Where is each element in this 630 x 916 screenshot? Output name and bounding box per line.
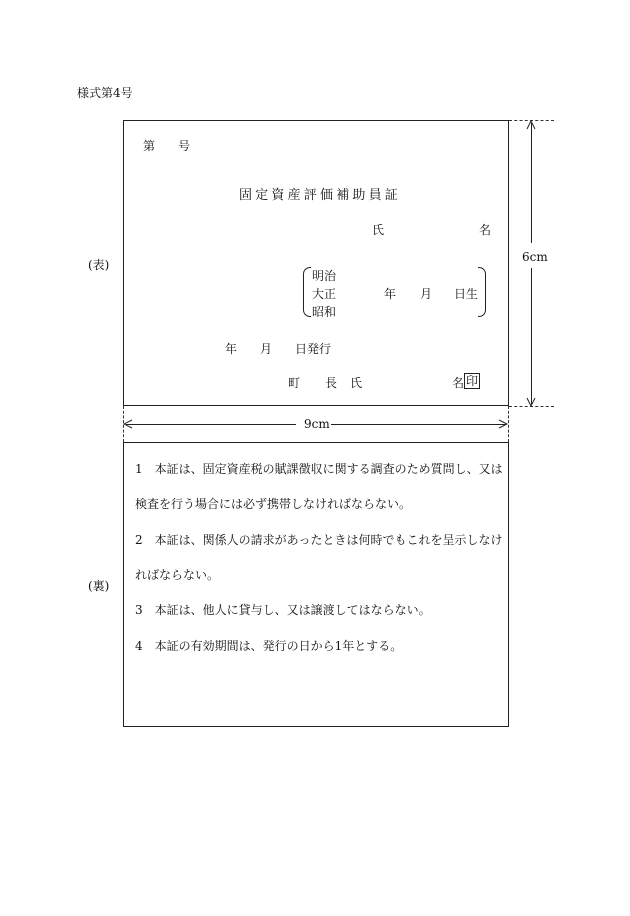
front-side-label: (表): [88, 258, 110, 272]
form-number: 様式第4号: [77, 86, 133, 100]
back-side-label: (裏): [88, 579, 110, 593]
height-arrow-lower: [531, 268, 532, 404]
height-guide-top: [509, 120, 554, 121]
number-suffix: 号: [178, 139, 191, 153]
issue-month-label: 月: [260, 342, 273, 356]
width-dimension: 9cm: [304, 417, 330, 431]
width-guide-left: [123, 406, 124, 442]
name-label-2: 名: [479, 223, 492, 237]
seal-stamp: 印: [465, 374, 478, 388]
width-arrow-right: [331, 424, 506, 425]
birth-month-label: 月: [420, 287, 433, 301]
issuer-honorific: 氏: [350, 376, 363, 390]
birth-day-label: 日生: [454, 287, 479, 301]
height-dimension: 6cm: [522, 250, 548, 264]
era-left-bracket: [303, 267, 311, 317]
height-arrow-upper: [531, 123, 532, 243]
back-line-6: 4 本証の有効期間は、発行の日から1年とする。: [135, 639, 403, 653]
era-showa: 昭和: [312, 305, 337, 319]
card-back: [123, 442, 509, 727]
back-line-2: 検査を行う場合には必ず携帯しなければならない。: [135, 497, 412, 511]
issuer-town: 町: [288, 376, 301, 390]
issue-year-label: 年: [225, 342, 238, 356]
era-meiji: 明治: [312, 269, 337, 283]
era-taisho: 大正: [312, 287, 337, 301]
back-line-1: 1 本証は、固定資産税の賦課徴収に関する調査のため質問し、又は: [135, 462, 503, 476]
issuer-head: 長: [325, 376, 338, 390]
back-line-4: ればならない。: [135, 568, 220, 582]
back-line-3: 2 本証は、関係人の請求があったときは何時でもこれを呈示しなけ: [135, 533, 503, 547]
number-prefix: 第: [143, 139, 156, 153]
back-line-5: 3 本証は、他人に貸与し、又は譲渡してはならない。: [135, 603, 431, 617]
height-guide-bottom: [509, 406, 554, 407]
certificate-title: 固定資産評価補助員証: [239, 188, 402, 203]
width-arrow-left: [126, 424, 296, 425]
birth-year-label: 年: [384, 287, 397, 301]
name-label-1: 氏: [372, 223, 385, 237]
width-guide-right: [508, 406, 509, 442]
issue-day-label: 日発行: [295, 342, 332, 356]
card-front: [123, 120, 509, 406]
era-right-bracket: [478, 267, 486, 317]
issuer-name-label: 名: [452, 376, 465, 390]
